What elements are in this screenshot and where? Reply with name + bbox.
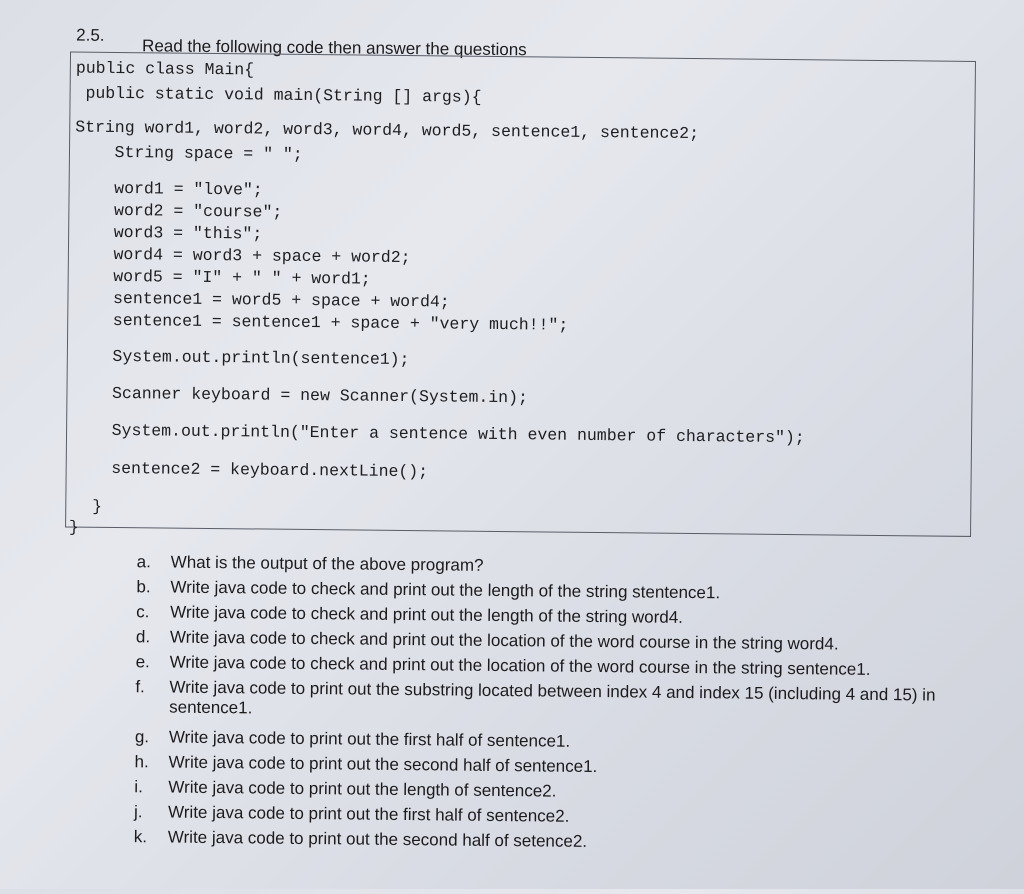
question-text: Write java code to check and print out the length of the string stentence1.: [170, 577, 721, 603]
code-line: public static void main(String [] args){: [75, 83, 482, 107]
question-number: 2.5.: [76, 25, 105, 45]
question-letter: g.: [134, 727, 150, 747]
code-line: System.out.println("Enter a sentence with even number of characters");: [71, 420, 805, 448]
question-letter: h.: [134, 752, 149, 772]
question-text: Write java code to print out the length of sentence2.: [168, 777, 557, 801]
question-text: Write java code to check and print out the location of the word course in the string sentence1.: [169, 652, 871, 679]
question-item: [136, 552, 997, 575]
question-letter: d.: [135, 627, 151, 647]
question-letter: i.: [134, 777, 143, 797]
code-line: sentence2 = keyboard.nextLine();: [71, 458, 429, 482]
question-text: Write java code to print out the first half of sentence1.: [168, 727, 571, 751]
class-close-brace: }: [68, 518, 79, 537]
code-line: word2 = "course";: [74, 200, 283, 222]
question-letter: c.: [136, 602, 150, 622]
question-text: What is the output of the above program?: [170, 552, 484, 575]
code-line: String space = " ";: [74, 142, 303, 164]
question-text: Write java code to print out the substring located between index 4 and index 15 (including 4 and 15) in sentence1.: [169, 677, 936, 718]
question-text: Write java code to print out the first half of sentence2.: [167, 802, 570, 826]
code-line: sentence1 = word5 + space + word4;: [73, 288, 450, 312]
question-text: Write java code to check and print out the location of the word course in the string word4.: [169, 627, 839, 654]
method-close-brace: }: [92, 497, 102, 516]
question-letter: j.: [133, 802, 143, 822]
question-letter: b.: [136, 577, 151, 597]
question-text: Write java code to print out the second half of setence2.: [167, 827, 588, 851]
question-letter: a.: [136, 552, 151, 572]
question-text: Write java code to print out the second half of sentence1.: [168, 752, 598, 777]
code-line: word3 = "this";: [74, 222, 263, 244]
question-letter: e.: [135, 652, 150, 672]
code-line: word5 = "I" + " " + word1;: [73, 266, 371, 289]
code-line: String word1, word2, word3, word4, word5, sentence1, sentence2;: [75, 117, 700, 144]
question-list: [133, 552, 997, 851]
code-line: System.out.println(sentence1);: [72, 346, 410, 370]
code-line: public class Main{: [75, 58, 255, 80]
question-text: Write java code to check and print out the length of the string word4.: [170, 602, 684, 627]
code-line: word4 = word3 + space + word2;: [73, 244, 411, 268]
code-line: Scanner keyboard = new Scanner(System.in);: [72, 383, 529, 408]
question-letter: k.: [133, 827, 148, 847]
question-instruction: Read the following code then answer the questions: [142, 36, 527, 60]
code-line: sentence1 = sentence1 + space + "very much!!";: [73, 310, 569, 335]
question-letter: f.: [135, 677, 145, 697]
code-line: word1 = "love";: [74, 178, 263, 200]
question-item: [134, 727, 995, 751]
